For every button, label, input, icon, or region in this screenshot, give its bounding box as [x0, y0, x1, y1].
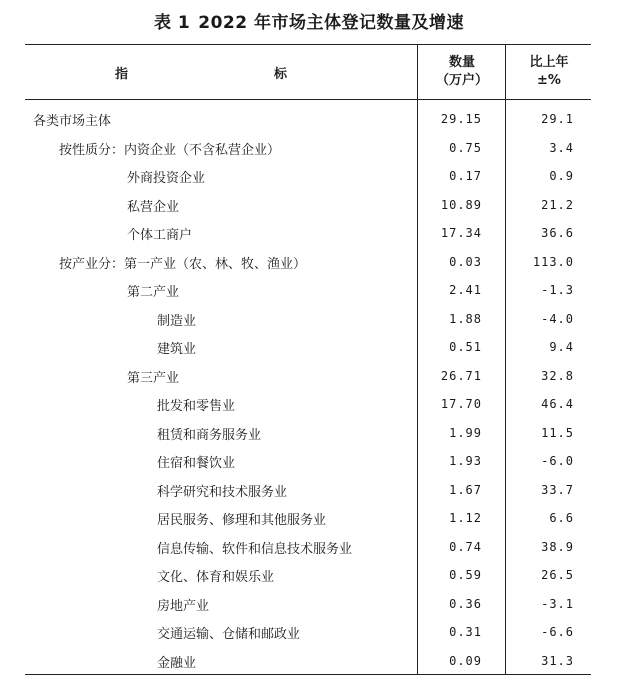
- growth-cell: 0.9: [549, 169, 574, 183]
- table-row: [25, 275, 591, 304]
- row-label: [59, 253, 306, 272]
- row-label-text: 房地产业: [157, 598, 210, 614]
- row-label: [157, 566, 274, 585]
- quantity-cell: 0.51: [449, 340, 482, 354]
- quantity-cell: 1.67: [449, 482, 482, 497]
- quantity-cell: 2.41: [449, 283, 482, 297]
- quantity-cell: 0.09: [449, 653, 482, 668]
- header-growth: [505, 45, 592, 99]
- table-row: [25, 361, 591, 390]
- growth-cell: 113.0: [532, 254, 574, 269]
- row-group-prefix: 按性质分：: [59, 142, 125, 158]
- row-label: [157, 452, 235, 471]
- table-row: [25, 247, 591, 276]
- quantity-cell: 26.71: [440, 368, 482, 383]
- quantity-cell: 1.88: [449, 311, 482, 326]
- row-label: [127, 196, 179, 215]
- row-label-text: 第三产业: [127, 370, 180, 386]
- table-row: [25, 446, 591, 475]
- row-label-text: 各类市场主体: [33, 114, 112, 129]
- table-row: [25, 532, 591, 561]
- quantity-cell: 1.12: [449, 511, 482, 525]
- growth-cell: 11.5: [541, 425, 574, 440]
- quantity-cell: 0.17: [449, 169, 482, 183]
- growth-cell: 6.6: [549, 511, 574, 525]
- header-quantity-line1: 数量: [448, 55, 475, 70]
- growth-cell: -3.1: [541, 596, 574, 611]
- row-label-text: 个体工商户: [127, 228, 193, 243]
- quantity-cell: 0.75: [449, 140, 482, 155]
- row-label-text: 私营企业: [127, 199, 180, 215]
- row-label-text: 住宿和餐饮业: [157, 456, 236, 471]
- table-row: [25, 503, 591, 532]
- quantity-cell: 17.70: [440, 397, 482, 411]
- table-row: [25, 646, 591, 675]
- growth-cell: -4.0: [541, 311, 574, 326]
- row-label: [157, 509, 326, 528]
- quantity-cell: 1.99: [449, 425, 482, 440]
- table-row: [25, 104, 591, 133]
- header-quantity: [417, 45, 506, 99]
- row-label: [157, 538, 352, 557]
- row-label-text: 文化、体育和娱乐业: [157, 570, 275, 585]
- data-table: [25, 44, 591, 675]
- table-row: [25, 589, 591, 618]
- table-row: [25, 418, 591, 447]
- quantity-cell: 29.15: [440, 112, 482, 126]
- table-row: [25, 133, 591, 162]
- row-label: [33, 110, 111, 129]
- row-label: [59, 139, 280, 158]
- quantity-cell: 0.74: [449, 539, 482, 554]
- row-label: [157, 481, 287, 500]
- table-row: [25, 560, 591, 589]
- header-indicator: 指 标: [114, 66, 327, 82]
- growth-cell: 3.4: [549, 140, 574, 155]
- quantity-cell: 0.31: [449, 625, 482, 639]
- row-label: [157, 595, 209, 614]
- table-row: [25, 190, 591, 219]
- table-row: [25, 218, 591, 247]
- row-label-text: 金融业: [157, 655, 197, 671]
- header-quantity-line2: （万户）: [435, 73, 488, 88]
- table-title-text: 2022 年市场主体登记数量及增速: [198, 13, 464, 33]
- row-label: [157, 395, 235, 414]
- row-label-text: 制造业: [157, 313, 197, 329]
- table-row: [25, 332, 591, 361]
- row-label: [127, 281, 179, 300]
- growth-cell: 32.8: [541, 368, 574, 383]
- table-row: [25, 389, 591, 418]
- table-row: [25, 161, 591, 190]
- growth-cell: 46.4: [541, 397, 574, 411]
- row-label: [127, 224, 192, 243]
- row-group-prefix: 按产业分：: [59, 256, 125, 272]
- quantity-cell: 0.36: [449, 596, 482, 611]
- row-label-text: 科学研究和技术服务业: [157, 484, 288, 500]
- table-body: [25, 104, 591, 674]
- row-label-text: 第一产业（农、林、牧、渔业）: [124, 256, 307, 272]
- row-label: [127, 167, 205, 186]
- table-number: 表 1: [154, 13, 191, 33]
- row-label: [157, 310, 196, 329]
- row-label: [157, 338, 196, 357]
- growth-cell: 9.4: [549, 340, 574, 354]
- growth-cell: 31.3: [541, 653, 574, 668]
- quantity-cell: 1.93: [449, 454, 482, 468]
- growth-cell: 38.9: [541, 539, 574, 554]
- row-label-text: 租赁和商务服务业: [157, 427, 262, 443]
- growth-cell: -1.3: [541, 283, 574, 297]
- growth-cell: 33.7: [541, 482, 574, 497]
- quantity-cell: 10.89: [440, 197, 482, 212]
- header-growth-line2: ±%: [537, 73, 561, 88]
- growth-cell: 26.5: [541, 568, 574, 582]
- row-label-text: 批发和零售业: [157, 399, 236, 414]
- table-row: [25, 475, 591, 504]
- growth-cell: 29.1: [541, 112, 574, 126]
- growth-cell: 21.2: [541, 197, 574, 212]
- quantity-cell: 17.34: [440, 226, 482, 240]
- quantity-cell: 0.03: [449, 254, 482, 269]
- row-label-text: 建筑业: [157, 342, 197, 357]
- row-label: [157, 623, 300, 642]
- growth-cell: -6.0: [541, 454, 574, 468]
- table-row: [25, 304, 591, 333]
- table-row: [25, 617, 591, 646]
- row-label: [157, 652, 196, 671]
- row-label-text: 第二产业: [127, 285, 180, 300]
- table-title: [0, 8, 618, 33]
- row-label-text: 信息传输、软件和信息技术服务业: [157, 541, 353, 557]
- table-header: [25, 45, 591, 100]
- row-label-text: 外商投资企业: [127, 171, 206, 186]
- growth-cell: 36.6: [541, 226, 574, 240]
- row-label-text: 居民服务、修理和其他服务业: [157, 513, 327, 528]
- row-label-text: 内资企业（不含私营企业）: [124, 142, 281, 158]
- row-label-text: 交通运输、仓储和邮政业: [157, 627, 301, 642]
- quantity-cell: 0.59: [449, 568, 482, 582]
- row-label: [127, 367, 179, 386]
- header-growth-line1: 比上年: [529, 55, 569, 70]
- growth-cell: -6.6: [541, 625, 574, 639]
- row-label: [157, 424, 261, 443]
